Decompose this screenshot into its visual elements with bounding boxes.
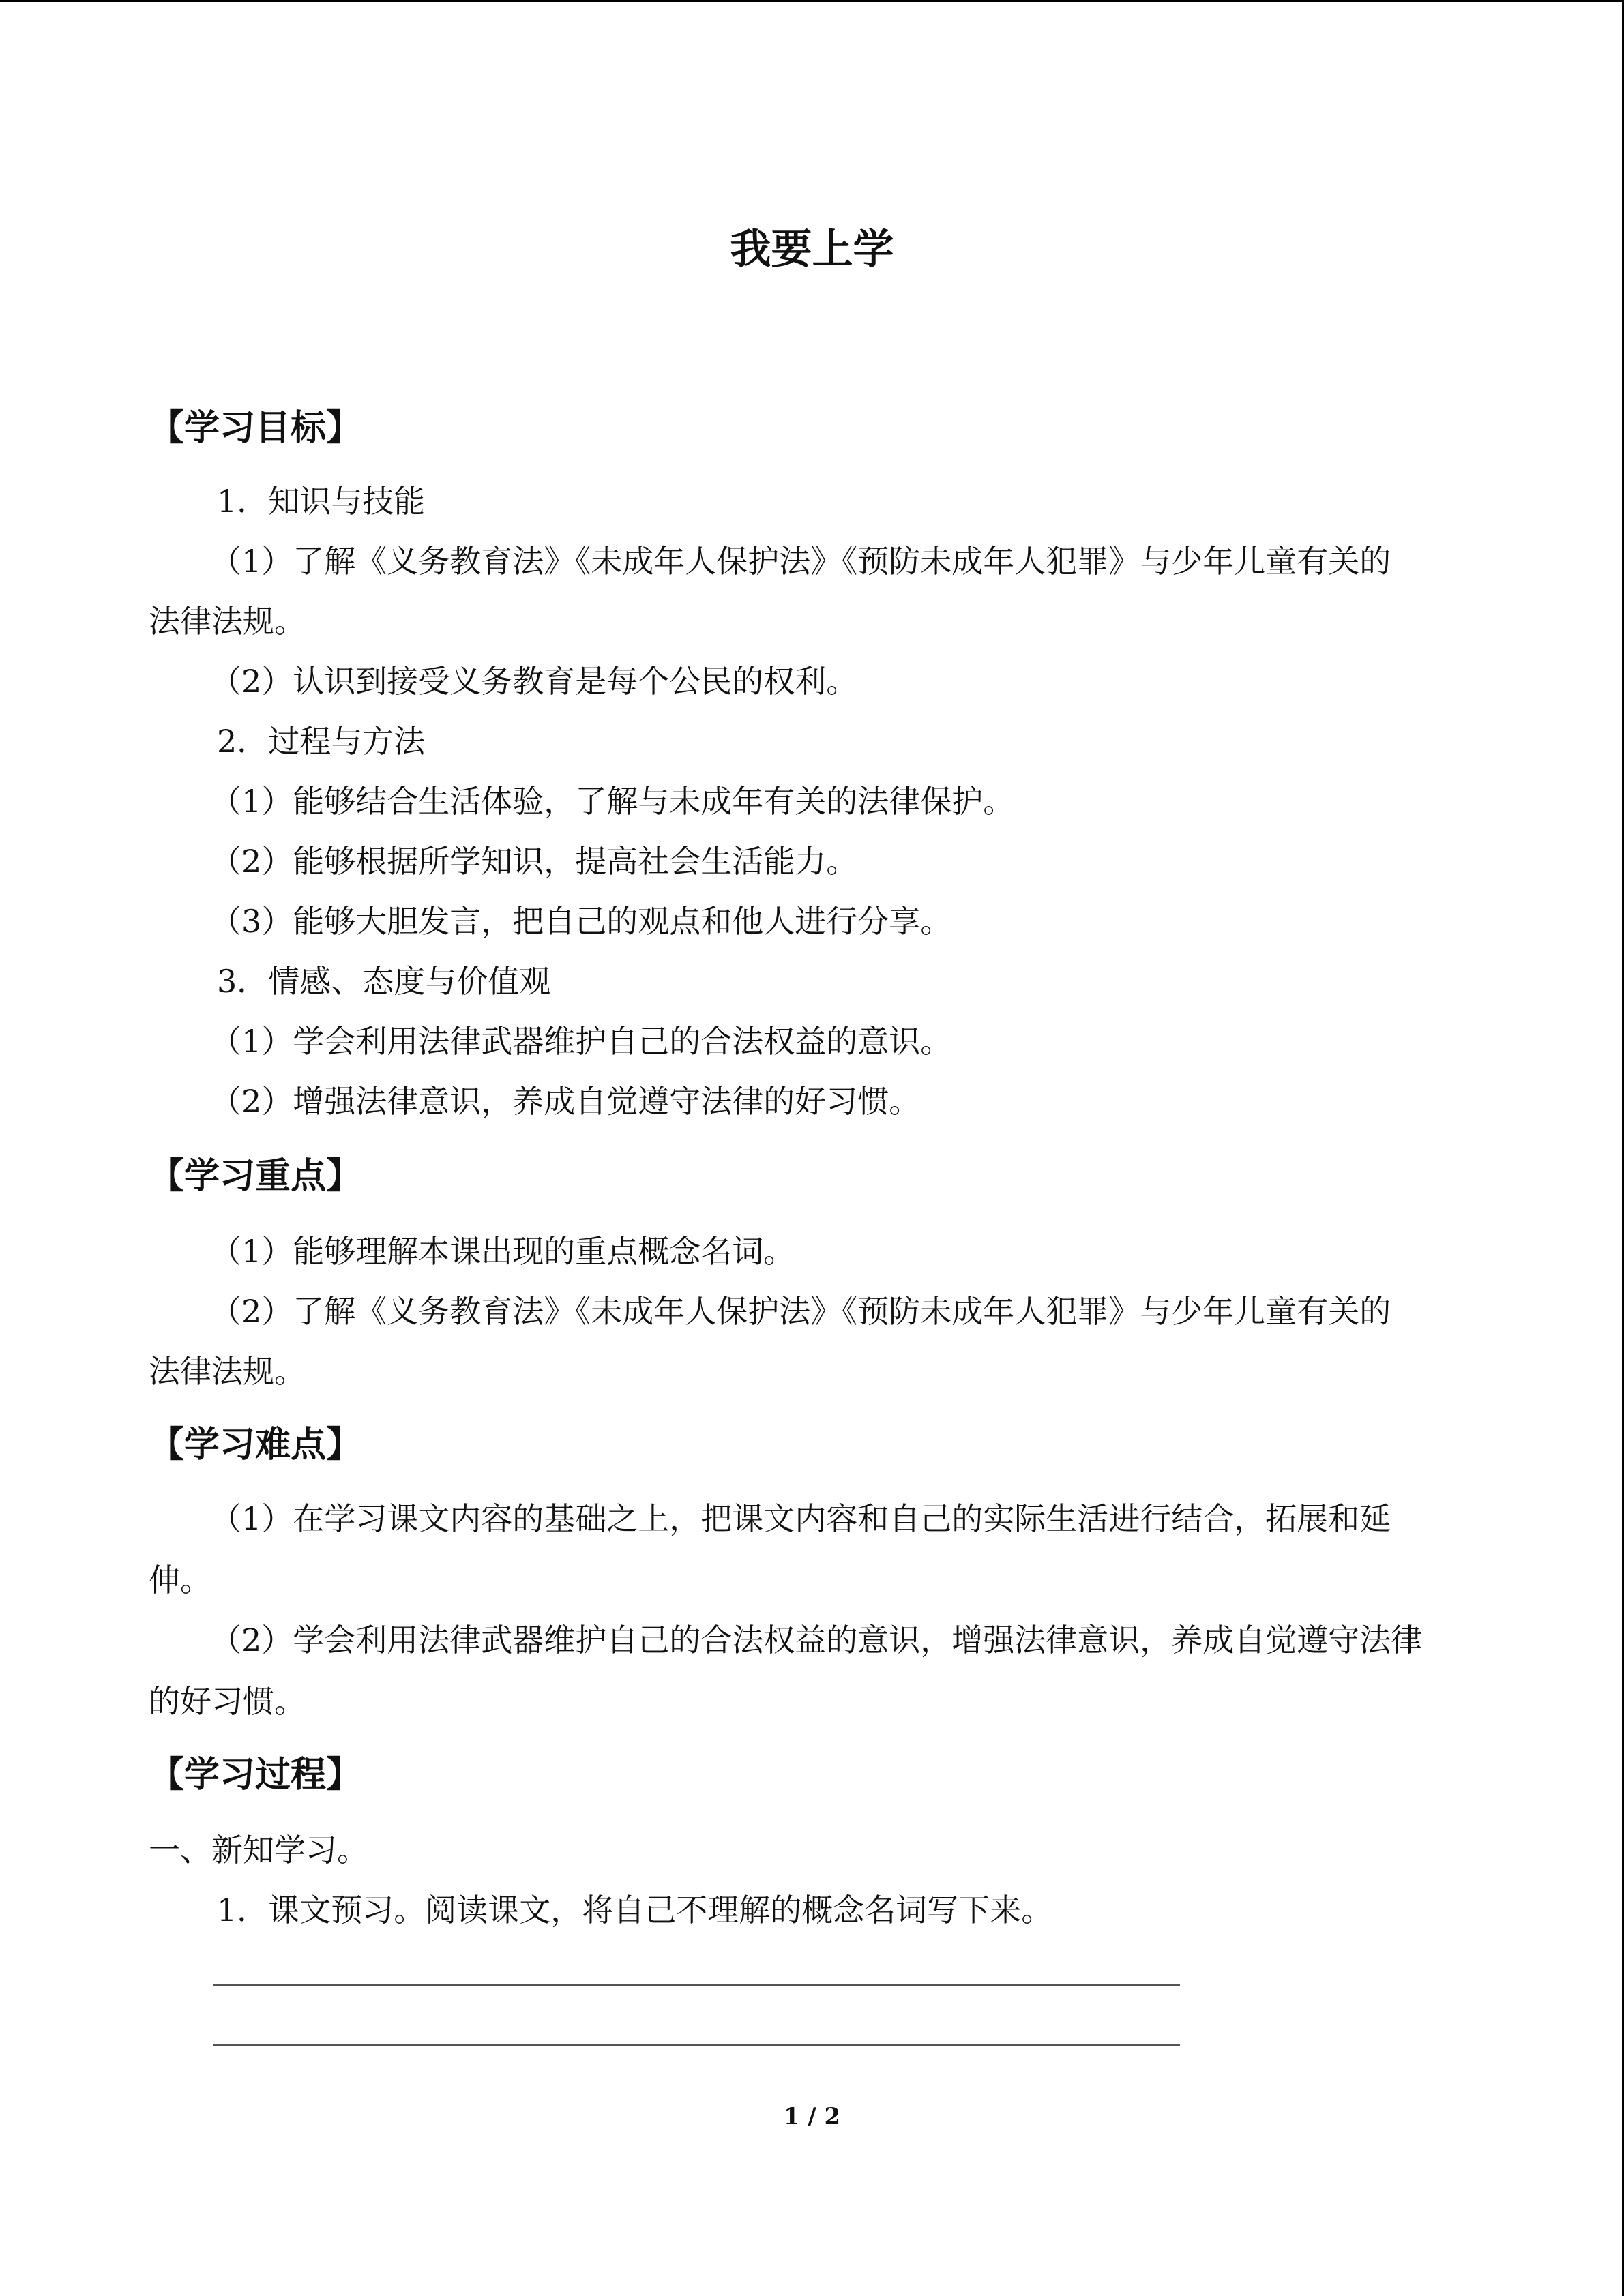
section-heading-difficulties: 【学习难点】 [149,1425,362,1465]
key-points-line: （1）能够理解本课出现的重点概念名词。 [210,1233,795,1270]
document-title: 我要上学 [730,226,894,273]
answer-blank-line[interactable] [213,2044,1180,2046]
key-points-line: （2）了解《义务教育法》《未成年人保护法》《预防未成年人犯罪》与少年儿童有关的 [210,1293,1391,1330]
answer-blank-line[interactable] [213,1984,1180,1986]
page-border-top [0,0,1624,2]
section-heading-process: 【学习过程】 [149,1755,362,1795]
key-points-line: 法律法规。 [149,1353,306,1390]
process-line: 一、新知学习。 [149,1832,368,1868]
goals-line: （1）能够结合生活体验，了解与未成年有关的法律保护。 [210,783,1015,820]
goals-line: （2）认识到接受义务教育是每个公民的权利。 [210,663,858,700]
page-number: 1 / 2 [783,2103,841,2130]
goals-line: 2．过程与方法 [217,723,426,760]
section-heading-key-points: 【学习重点】 [149,1156,362,1197]
goals-line: （2）增强法律意识，养成自觉遵守法律的好习惯。 [210,1083,921,1120]
difficulties-line: （1）在学习课文内容的基础之上，把课文内容和自己的实际生活进行结合，拓展和延 [210,1500,1391,1537]
difficulties-line: （2）学会利用法律武器维护自己的合法权益的意识，增强法律意识，养成自觉遵守法律 [210,1622,1423,1658]
goals-line: （3）能够大胆发言，把自己的观点和他人进行分享。 [210,903,952,940]
difficulties-line: 伸。 [149,1562,211,1598]
goals-line: （1）了解《义务教育法》《未成年人保护法》《预防未成年人犯罪》与少年儿童有关的 [210,543,1391,580]
goals-line: （1）学会利用法律武器维护自己的合法权益的意识。 [210,1023,952,1060]
goals-line: 3．情感、态度与价值观 [217,963,551,1000]
goals-line: 法律法规。 [149,603,306,640]
section-heading-goals: 【学习目标】 [149,408,362,449]
goals-line: 1．知识与技能 [217,483,426,520]
difficulties-line: 的好习惯。 [149,1683,306,1720]
goals-line: （2）能够根据所学知识，提高社会生活能力。 [210,843,858,880]
process-line: 1．课文预习。阅读课文，将自己不理解的概念名词写下来。 [217,1892,1053,1928]
